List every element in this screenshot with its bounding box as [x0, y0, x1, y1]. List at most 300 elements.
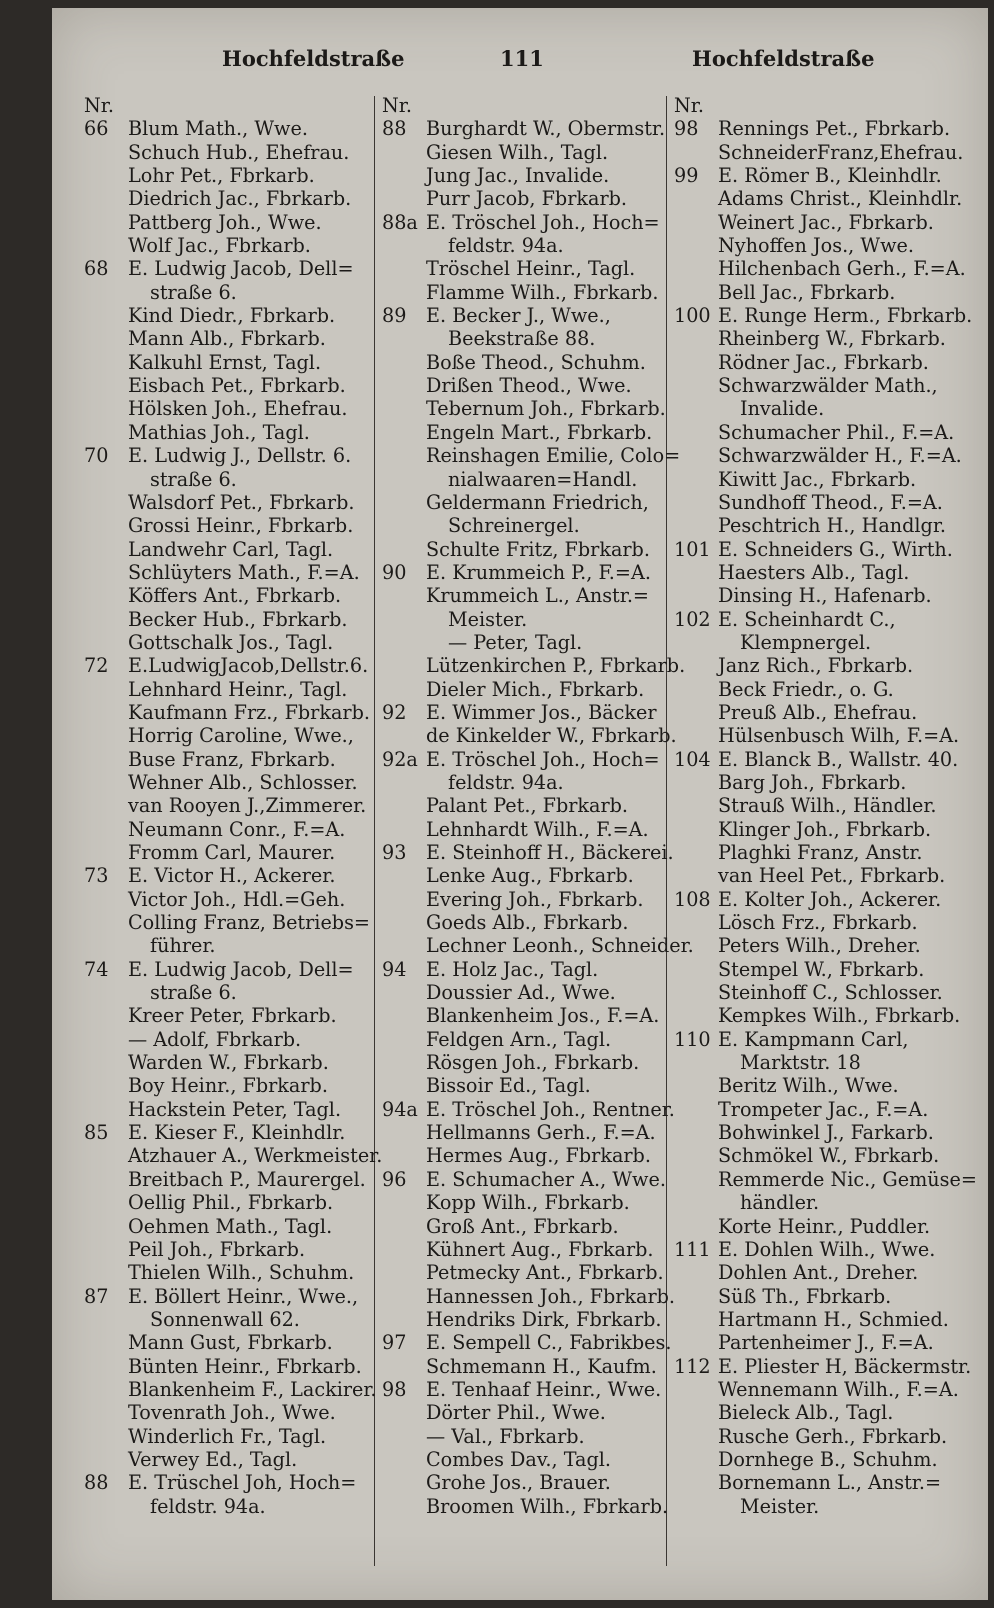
directory-entry: [84, 374, 374, 397]
resident-text: Steinhoff C., Schlosser.: [718, 981, 943, 1005]
directory-entry: [84, 1285, 374, 1308]
directory-entry: [674, 1167, 977, 1191]
resident-text: Peters Wilh., Dreher.: [718, 934, 921, 958]
house-number: 108: [674, 887, 711, 911]
directory-entry: [382, 1355, 668, 1378]
nr-label: Nr.: [382, 94, 412, 117]
directory-entry: [382, 257, 668, 280]
directory-entry: [674, 748, 974, 771]
directory-entry: [84, 234, 374, 257]
resident-text: E. Schneiders G., Wirth.: [718, 537, 953, 561]
directory-entry: [84, 117, 374, 140]
directory-entry: [84, 281, 374, 304]
resident-text: Beritz Wilh., Wwe.: [718, 1074, 899, 1098]
directory-entry: [674, 584, 974, 607]
resident-text: Horrig Caroline, Wwe.,: [128, 724, 354, 748]
directory-entry: [382, 514, 668, 537]
directory-entry: [674, 1098, 974, 1121]
directory-entry: [382, 1238, 668, 1261]
directory-entry: [382, 911, 668, 934]
column-number-label: [382, 94, 668, 117]
directory-entry: [84, 538, 374, 561]
directory-entry: [674, 234, 974, 257]
resident-text: Sundhoff Theod., F.=A.: [718, 490, 943, 514]
resident-text: Kaufmann Frz., Fbrkarb.: [128, 700, 370, 724]
directory-entry: [674, 1144, 974, 1167]
directory-entry: [382, 1425, 668, 1448]
directory-entry: [674, 538, 974, 561]
resident-text: Rennings Pet., Fbrkarb.: [718, 117, 951, 141]
directory-entry: [84, 1098, 374, 1121]
resident-text: Lechner Leonh., Schneider.: [426, 934, 694, 958]
column-1: [84, 94, 383, 1518]
resident-text: Beck Friedr., o. G.: [718, 677, 894, 701]
directory-entry: [382, 654, 686, 678]
directory-entry: [382, 1191, 668, 1214]
directory-entry: [84, 187, 374, 210]
resident-text: Schmemann H., Kaufm.: [426, 1354, 657, 1378]
directory-entry: [382, 421, 668, 444]
directory-entry: [382, 771, 668, 794]
resident-text: Beekstraße 88.: [448, 327, 596, 351]
directory-entry: [674, 468, 974, 491]
resident-text: Jung Jac., Invalide.: [426, 164, 610, 188]
directory-entry: [84, 1168, 374, 1191]
directory-entry: [382, 1074, 668, 1097]
column-divider: [374, 96, 375, 1566]
resident-text: Evering Joh., Fbrkarb.: [426, 887, 644, 911]
directory-page: [52, 8, 988, 1600]
house-number: 111: [674, 1237, 711, 1261]
resident-text: Kopp Wilh., Fbrkarb.: [426, 1191, 630, 1215]
resident-text: Diedrich Jac., Fbrkarb.: [128, 187, 352, 211]
resident-text: Kind Diedr., Fbrkarb.: [128, 304, 336, 328]
resident-text: Lehnhardt Wilh., F.=A.: [426, 817, 649, 841]
directory-entry: [382, 397, 668, 420]
resident-text: straße 6.: [150, 280, 237, 304]
directory-entry: [674, 864, 974, 887]
resident-text: E. Blanck B., Wallstr. 40.: [718, 747, 959, 771]
resident-text: Schuch Hub., Ehefrau.: [128, 140, 350, 164]
directory-entry: [674, 1401, 974, 1424]
directory-entry: [84, 1331, 374, 1354]
resident-text: Boy Heinr., Fbrkarb.: [128, 1074, 328, 1098]
resident-text: Wennemann Wilh., F.=A.: [718, 1377, 959, 1401]
directory-entry: [84, 468, 374, 491]
directory-entry: [382, 211, 668, 234]
directory-entry: [674, 1308, 974, 1331]
resident-text: Grohe Jos., Brauer.: [426, 1471, 611, 1495]
directory-entry: [84, 1051, 374, 1074]
resident-text: Preuß Alb., Ehefrau.: [718, 700, 918, 724]
resident-text: Partenheimer J., F.=A.: [718, 1331, 934, 1355]
directory-entry: [84, 351, 374, 374]
house-number: 99: [674, 164, 699, 188]
directory-entry: [674, 1261, 974, 1284]
resident-text: Schmökel W., Fbrkarb.: [718, 1144, 940, 1168]
directory-entry: [84, 818, 374, 841]
directory-entry: [674, 281, 974, 304]
directory-entry: [382, 818, 668, 841]
house-number: 88: [382, 117, 407, 141]
resident-text: Rödner Jac., Fbrkarb.: [718, 350, 929, 374]
resident-text: Hannessen Joh., Fbrkarb.: [426, 1284, 676, 1308]
resident-text: Bell Jac., Fbrkarb.: [718, 280, 896, 304]
resident-text: Nyhoffen Jos., Wwe.: [718, 234, 914, 258]
resident-text: Barg Joh., Fbrkarb.: [718, 770, 907, 794]
resident-text: E. Kolter Joh., Ackerer.: [718, 887, 942, 911]
directory-entry: [382, 374, 668, 397]
resident-text: Flamme Wilh., Fbrkarb.: [426, 280, 659, 304]
directory-entry: [382, 748, 668, 771]
directory-entry: [674, 1378, 974, 1401]
directory-entry: [674, 771, 974, 794]
directory-entry: [674, 117, 974, 140]
resident-text: E. Runge Herm., Fbrkarb.: [718, 304, 973, 328]
resident-text: E. Ludwig Jacob, Dell=: [128, 257, 354, 281]
directory-entry: [382, 351, 668, 374]
directory-entry: [84, 561, 374, 584]
resident-text: Kalkuhl Ernst, Tagl.: [128, 350, 322, 374]
resident-text: Haesters Alb., Tagl.: [718, 560, 910, 584]
directory-entry: [674, 211, 974, 234]
directory-entry: [674, 164, 974, 187]
house-number: 98: [674, 117, 699, 141]
house-number: 97: [382, 1331, 407, 1355]
resident-text: Winderlich Fr., Tagl.: [128, 1424, 327, 1448]
directory-entry: [84, 841, 374, 864]
resident-text: E. Schumacher A., Wwe.: [426, 1167, 666, 1191]
house-number: 73: [84, 864, 109, 888]
resident-text: Krummeich L., Anstr.=: [426, 584, 649, 608]
directory-entry: [674, 678, 974, 701]
directory-entry: [674, 374, 974, 397]
directory-entry: [84, 1448, 374, 1471]
directory-entry: [382, 234, 668, 257]
resident-text: E. Römer B., Kleinhdlr.: [718, 164, 942, 188]
resident-text: Tröschel Heinr., Tagl.: [426, 257, 636, 281]
directory-entry: [674, 1331, 974, 1354]
page-number: 111: [500, 46, 544, 71]
directory-entry: [674, 934, 974, 957]
directory-entry: [84, 888, 374, 911]
directory-entry: [382, 678, 668, 701]
resident-text: SchneiderFranz,Ehefrau.: [718, 140, 964, 164]
directory-entry: [84, 164, 374, 187]
page-header: [52, 46, 988, 86]
directory-entry: [84, 1004, 374, 1027]
resident-text: Peschtrich H., Handlgr.: [718, 514, 946, 538]
directory-entry: [84, 1425, 374, 1448]
resident-text: Rheinberg W., Fbrkarb.: [718, 327, 946, 351]
house-number: 93: [382, 841, 407, 864]
resident-text: Landwehr Carl, Tagl.: [128, 537, 334, 561]
resident-text: Köffers Ant., Fbrkarb.: [128, 584, 342, 608]
resident-text: Geldermann Friedrich,: [426, 490, 649, 514]
resident-text: Dinsing H., Hafenarb.: [718, 584, 932, 608]
directory-entry: [84, 1121, 374, 1144]
directory-entry: [84, 934, 374, 957]
directory-entry: [674, 141, 974, 164]
resident-text: Rösgen Joh., Fbrkarb.: [426, 1051, 640, 1075]
nr-label: Nr.: [674, 94, 704, 117]
resident-text: E. Wimmer Jos., Bäcker: [426, 700, 657, 724]
directory-entry: [382, 1401, 668, 1424]
resident-text: führer.: [150, 934, 216, 958]
column-number-label: [84, 94, 374, 117]
resident-text: Victor Joh., Hdl.=Geh.: [128, 887, 346, 911]
directory-entry: [382, 1144, 668, 1167]
resident-text: Bünten Heinr., Fbrkarb.: [128, 1354, 362, 1378]
resident-text: Kreer Peter, Fbrkarb.: [128, 1004, 337, 1028]
resident-text: Bieleck Alb., Tagl.: [718, 1401, 894, 1425]
resident-text: Strauß Wilh., Händler.: [718, 794, 937, 818]
directory-entry: [84, 1471, 374, 1494]
resident-text: Janz Rich., Fbrkarb.: [718, 654, 914, 678]
directory-entry: [382, 538, 668, 561]
directory-entry: [382, 981, 668, 1004]
directory-entry: [674, 514, 974, 537]
resident-text: Lohr Pet., Fbrkarb.: [128, 164, 315, 188]
resident-text: Hellmanns Gerh., F.=A.: [426, 1121, 656, 1145]
directory-entry: [382, 631, 668, 654]
directory-entry: [674, 1121, 974, 1144]
resident-text: Lehnhard Heinr., Tagl.: [128, 677, 348, 701]
directory-entry: [674, 1004, 974, 1027]
directory-entry: [84, 1377, 377, 1401]
house-number: 101: [674, 537, 711, 561]
resident-text: straße 6.: [150, 981, 237, 1005]
directory-entry: [382, 701, 668, 724]
resident-text: Trompeter Jac., F.=A.: [718, 1097, 929, 1121]
resident-text: E. Böllert Heinr., Wwe.,: [128, 1284, 359, 1308]
resident-text: E. Pliester H, Bäckermstr.: [718, 1354, 972, 1378]
house-number: 89: [382, 304, 407, 328]
resident-text: Tebernum Joh., Fbrkarb.: [426, 397, 666, 421]
directory-entry: [382, 1004, 668, 1027]
directory-entry: [84, 958, 374, 981]
directory-entry: [382, 1448, 668, 1471]
directory-entry: [674, 561, 974, 584]
resident-text: E. Tröschel Joh., Hoch=: [426, 210, 660, 234]
directory-entry: [382, 1051, 668, 1074]
directory-entry: [674, 1074, 974, 1097]
resident-text: nialwaaren=Handl.: [448, 467, 638, 491]
directory-entry: [84, 631, 374, 654]
resident-text: Petmecky Ant., Fbrkarb.: [426, 1261, 664, 1285]
directory-entry: [382, 444, 681, 468]
directory-entry: [382, 327, 668, 350]
house-number: 112: [674, 1354, 711, 1378]
resident-text: Schulte Fritz, Fbrkarb.: [426, 537, 650, 561]
house-number: 72: [84, 654, 109, 678]
directory-entry: [382, 794, 668, 817]
resident-text: Meister.: [740, 1494, 820, 1518]
resident-text: E. Victor H., Ackerer.: [128, 864, 336, 888]
resident-text: straße 6.: [150, 467, 237, 491]
resident-text: E. Ludwig Jacob, Dell=: [128, 957, 354, 981]
resident-text: Bissoir Ed., Tagl.: [426, 1074, 591, 1098]
directory-entry: [84, 911, 374, 934]
directory-entry: [382, 561, 668, 584]
house-number: 88a: [382, 210, 418, 234]
directory-entry: [674, 1051, 974, 1074]
resident-text: Tovenrath Joh., Wwe.: [128, 1401, 336, 1425]
directory-entry: [84, 981, 374, 1004]
directory-entry: [382, 1261, 668, 1284]
directory-entry: [84, 491, 374, 514]
directory-entry: [674, 187, 974, 210]
house-number: 94: [382, 957, 407, 981]
directory-entry: [84, 1495, 374, 1518]
house-number: 98: [382, 1377, 407, 1401]
directory-entry: [674, 1471, 974, 1494]
resident-text: de Kinkelder W., Fbrkarb.: [426, 724, 677, 748]
resident-text: Marktstr. 18: [740, 1051, 861, 1075]
resident-text: Dieler Mich., Fbrkarb.: [426, 677, 645, 701]
header-street-right: Hochfeldstraße: [692, 46, 875, 71]
resident-text: — Val., Fbrkarb.: [426, 1424, 585, 1448]
directory-entry: [382, 1028, 668, 1051]
directory-entry: [382, 1308, 668, 1331]
directory-entry: [674, 1448, 974, 1471]
resident-text: Peil Joh., Fbrkarb.: [128, 1237, 306, 1261]
resident-text: Lösch Frz., Fbrkarb.: [718, 911, 918, 935]
resident-text: Klinger Joh., Fbrkarb.: [718, 817, 932, 841]
resident-text: E. Scheinhardt C.,: [718, 607, 896, 631]
resident-text: Engeln Mart., Fbrkarb.: [426, 420, 653, 444]
directory-entry: [84, 864, 374, 887]
resident-text: E. Kieser F., Kleinhdlr.: [128, 1121, 346, 1145]
resident-text: van Rooyen J.,Zimmerer.: [128, 794, 367, 818]
directory-entry: [84, 304, 374, 327]
directory-entry: [674, 654, 974, 677]
directory-entry: [84, 1215, 374, 1238]
resident-text: Mann Gust, Fbrkarb.: [128, 1331, 333, 1355]
directory-entry: [84, 1401, 374, 1424]
resident-text: Schlüyters Math., F.=A.: [128, 560, 360, 584]
directory-entry: [674, 351, 974, 374]
house-number: 90: [382, 560, 407, 584]
directory-entry: [674, 1238, 974, 1261]
directory-entry: [674, 491, 974, 514]
resident-text: E. Tenhaaf Heinr., Wwe.: [426, 1377, 662, 1401]
directory-entry: [84, 514, 374, 537]
directory-entry: [674, 421, 974, 444]
directory-entry: [84, 701, 374, 724]
resident-text: Wehner Alb., Schlosser.: [128, 770, 358, 794]
resident-text: feldstr. 94a.: [448, 234, 564, 258]
directory-entry: [382, 888, 668, 911]
resident-text: Hendriks Dirk, Fbrkarb.: [426, 1307, 662, 1331]
resident-text: Süß Th., Fbrkarb.: [718, 1284, 892, 1308]
nr-label: Nr.: [84, 94, 114, 117]
directory-entry: [84, 1355, 374, 1378]
directory-entry: [674, 1191, 974, 1214]
resident-text: Schwarzwälder Math.,: [718, 374, 938, 398]
resident-text: Korte Heinr., Puddler.: [718, 1214, 931, 1238]
directory-entry: [84, 1238, 374, 1261]
directory-entry: [674, 888, 974, 911]
resident-text: E. Tröschel Joh., Hoch=: [426, 747, 660, 771]
resident-text: Invalide.: [740, 397, 825, 421]
resident-text: E. Becker J., Wwe.,: [426, 304, 611, 328]
house-number: 92: [382, 700, 407, 724]
resident-text: feldstr. 94a.: [448, 770, 564, 794]
directory-entry: [674, 794, 974, 817]
directory-entry: [382, 841, 674, 864]
resident-text: Broomen Wilh., Fbrkarb.: [426, 1494, 669, 1518]
resident-text: E.LudwigJacob,Dellstr.6.: [128, 654, 369, 678]
resident-text: Schreinergel.: [448, 514, 580, 538]
resident-text: — Adolf, Fbrkarb.: [128, 1027, 302, 1051]
directory-entry: [382, 584, 668, 607]
resident-text: Lenke Aug., Fbrkarb.: [426, 864, 634, 888]
resident-text: Blum Math., Wwe.: [128, 117, 308, 141]
directory-entry: [84, 421, 374, 444]
directory-entry: [674, 1425, 974, 1448]
resident-text: Meister.: [448, 607, 528, 631]
house-number: 70: [84, 444, 109, 468]
resident-text: Breitbach P., Maurergel.: [128, 1167, 366, 1191]
directory-entry: [84, 1308, 374, 1331]
resident-text: Hilchenbach Gerh., F.=A.: [718, 257, 966, 281]
directory-entry: [674, 818, 974, 841]
resident-text: Weinert Jac., Fbrkarb.: [718, 210, 934, 234]
directory-entry: [674, 444, 974, 467]
resident-text: Kiwitt Jac., Fbrkarb.: [718, 467, 917, 491]
directory-entry: [382, 141, 668, 164]
directory-entry: [382, 608, 668, 631]
house-number: 66: [84, 117, 109, 141]
directory-entry: [84, 771, 374, 794]
resident-text: Becker Hub., Fbrkarb.: [128, 607, 348, 631]
resident-text: Mathias Joh., Tagl.: [128, 420, 310, 444]
directory-entry: [84, 397, 374, 420]
house-number: 85: [84, 1121, 109, 1145]
resident-text: — Peter, Tagl.: [448, 630, 583, 654]
resident-text: Hackstein Peter, Tagl.: [128, 1097, 342, 1121]
resident-text: Bohwinkel J., Farkarb.: [718, 1121, 934, 1145]
resident-text: Lützenkirchen P., Fbrkarb.: [426, 654, 686, 678]
directory-entry: [382, 1471, 668, 1494]
resident-text: Reinshagen Emilie, Colo=: [426, 444, 681, 468]
directory-entry: [674, 397, 974, 420]
directory-entry: [674, 304, 974, 327]
directory-entry: [382, 468, 668, 491]
directory-entry: [382, 934, 694, 958]
resident-text: Combes Dav., Tagl.: [426, 1447, 611, 1471]
resident-text: E. Trüschel Joh, Hoch=: [128, 1471, 357, 1495]
directory-entry: [84, 327, 374, 350]
directory-entry: [382, 1168, 668, 1191]
directory-entry: [674, 631, 974, 654]
resident-text: Hermes Aug., Fbrkarb.: [426, 1144, 651, 1168]
resident-text: Drißen Theod., Wwe.: [426, 374, 632, 398]
resident-text: Plaghki Franz, Anstr.: [718, 841, 923, 864]
resident-text: Stempel W., Fbrkarb.: [718, 957, 925, 981]
resident-text: Oellig Phil., Fbrkarb.: [128, 1191, 334, 1215]
resident-text: Dörter Phil., Wwe.: [426, 1401, 606, 1425]
directory-entry: [382, 491, 668, 514]
directory-entry: [674, 1285, 974, 1308]
house-number: 100: [674, 304, 711, 328]
resident-text: Rusche Gerh., Fbrkarb.: [718, 1424, 948, 1448]
resident-text: Wolf Jac., Fbrkarb.: [128, 234, 311, 258]
directory-entry: [84, 724, 374, 747]
resident-text: E. Tröschel Joh., Rentner.: [426, 1097, 675, 1121]
resident-text: Hölsken Joh., Ehefrau.: [128, 397, 348, 421]
